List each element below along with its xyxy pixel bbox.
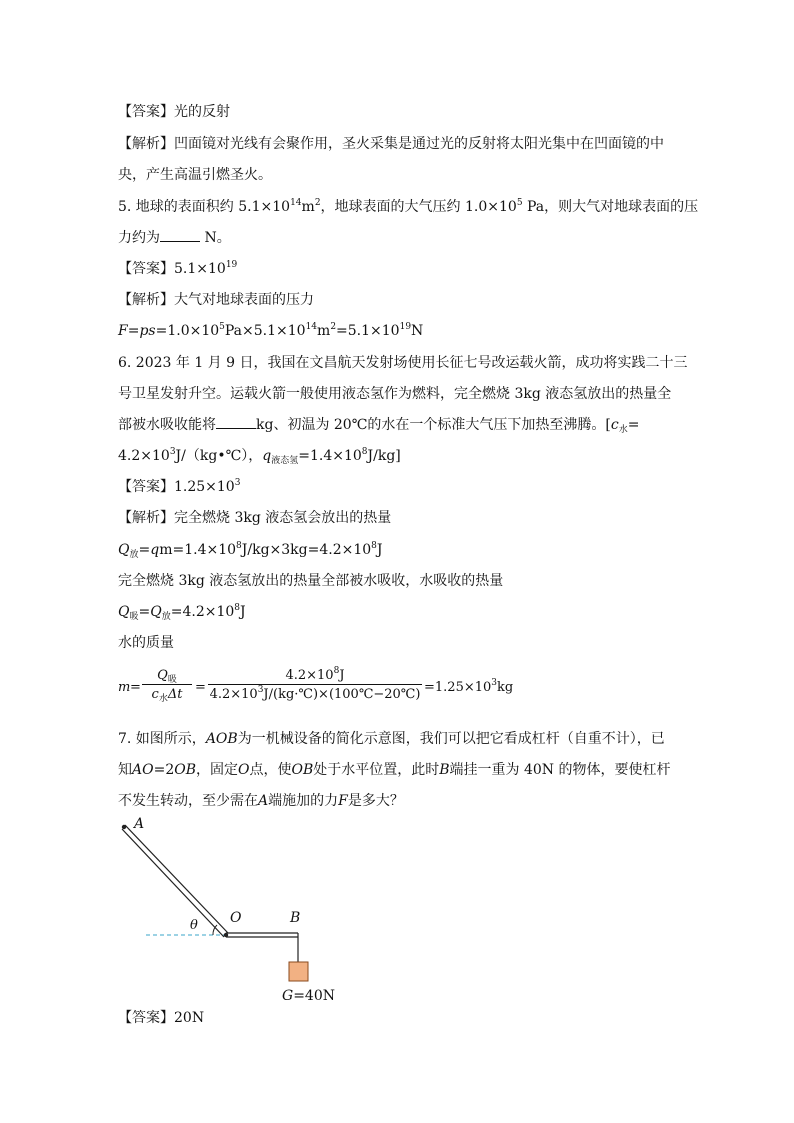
q6-question-line1: 6. 2023 年 1 月 9 日，我国在文昌航天发射场使用长征七号改运载火箭，成功将实践二十三 (118, 355, 688, 371)
label-b: B (290, 910, 301, 926)
q6-absorb-text: 完全燃烧 3kg 液态氢放出的热量全部被水吸收，水吸收的热量 (118, 573, 504, 589)
answer-blank (216, 416, 256, 429)
answer-blank (160, 229, 200, 242)
point-a (122, 825, 126, 829)
q5-answer: 【答案】$5.1\times 10^{19}$ (118, 260, 238, 277)
analysis-tag: 【解析】 (118, 292, 174, 308)
label-g: G=40N (282, 988, 335, 1004)
q5-analysis: 【解析】大气对地球表面的压力 (118, 292, 314, 308)
q7-question-line2: 知AO=2OB，固定O点，使OB处于水平位置，此时B端挂一重为 40N 的物体，要使杠杆 (118, 762, 671, 778)
q6-question-line4: $4.2\times 10^3J/(kg•℃)$，$q_{液态氢}=1.4\times 10^8J/kg$] (118, 447, 401, 466)
q7-answer: 【答案】20N (118, 1010, 205, 1026)
q6-answer: 【答案】$1.25\times 10^3$ (118, 478, 241, 495)
q6-analysis: 【解析】完全燃烧 3kg 液态氢会放出的热量 (118, 510, 392, 526)
answer-tag: 【答案】 (118, 479, 174, 495)
answer-tag: 【答案】 (118, 261, 174, 277)
q7-question-line1: 7. 如图所示，AOB为一机械设备的简化示意图，我们可以把它看成杠杆（自重不计），已 (118, 731, 665, 747)
analysis-tag: 【解析】 (118, 510, 174, 526)
analysis-text: 凹面镜对光线有会聚作用，圣火采集是通过光的反射将太阳光集中在凹面镜的中 (174, 136, 664, 152)
fraction-q-over-cdt: $Q_吸$ $c_水\Delta t$ (142, 668, 192, 702)
q4-answer (118, 103, 230, 121)
label-theta: θ (190, 918, 198, 933)
q6-mass-label: 水的质量 (118, 635, 174, 651)
q6-question-line2: 号卫星发射升空。运载火箭一般使用液态氢作为燃料，完全燃烧 3kg 液态氢放出的热量全 (118, 386, 672, 402)
q6-heat-released: $Q_放=qm=1.4\times 10^8J/kg\times 3kg=4.2\times 10^8J$ (118, 541, 383, 560)
q6-heat-absorbed: $Q_吸=Q_放=4.2\times 10^8J$ (118, 603, 246, 622)
fraction-numeric: $4.2\times 10^8J$ $4.2\times 10^3J/(kg\cdot℃)\times(100℃-20℃)$ (209, 666, 421, 702)
label-o: O (230, 910, 242, 926)
answer-tag: 【答案】 (118, 1010, 174, 1026)
q4-analysis (118, 135, 664, 153)
arm-ao-edge1 (125, 825, 228, 933)
lever-diagram (110, 812, 370, 1008)
label-a: A (134, 816, 145, 832)
q5-calculation: $F=ps=1.0\times 10^5Pa\times 5.1\times 10^{14}m^2=5.1\times 10^{19}N$ (118, 322, 424, 339)
analysis-tag: 【解析】 (118, 136, 174, 152)
q7-question-line3: 不发生转动，至少需在A端施加的力F是多大？ (118, 793, 404, 809)
answer-text: 光的反射 (174, 104, 230, 120)
pivot-o (224, 933, 228, 937)
arm-ao-edge2 (122, 829, 224, 937)
weight-block (289, 962, 308, 981)
q6-question-line3: 部被水吸收能将 kg、初温为 20℃的水在一个标准大气压下加热至沸腾。[$c_水=$ (118, 417, 640, 435)
q5-question-line2: 力约为 N。 (118, 230, 231, 246)
answer-tag: 【答案】 (118, 104, 174, 120)
q5-question-line1: 5. 地球的表面积约 $5.1\times 10^{14}m^2$，地球表面的大气压约 $1.0\times 10^5$ Pa，则大气对地球表面的压 (118, 198, 699, 215)
q4-analysis-cont: 央，产生高温引燃圣火。 (118, 167, 272, 183)
